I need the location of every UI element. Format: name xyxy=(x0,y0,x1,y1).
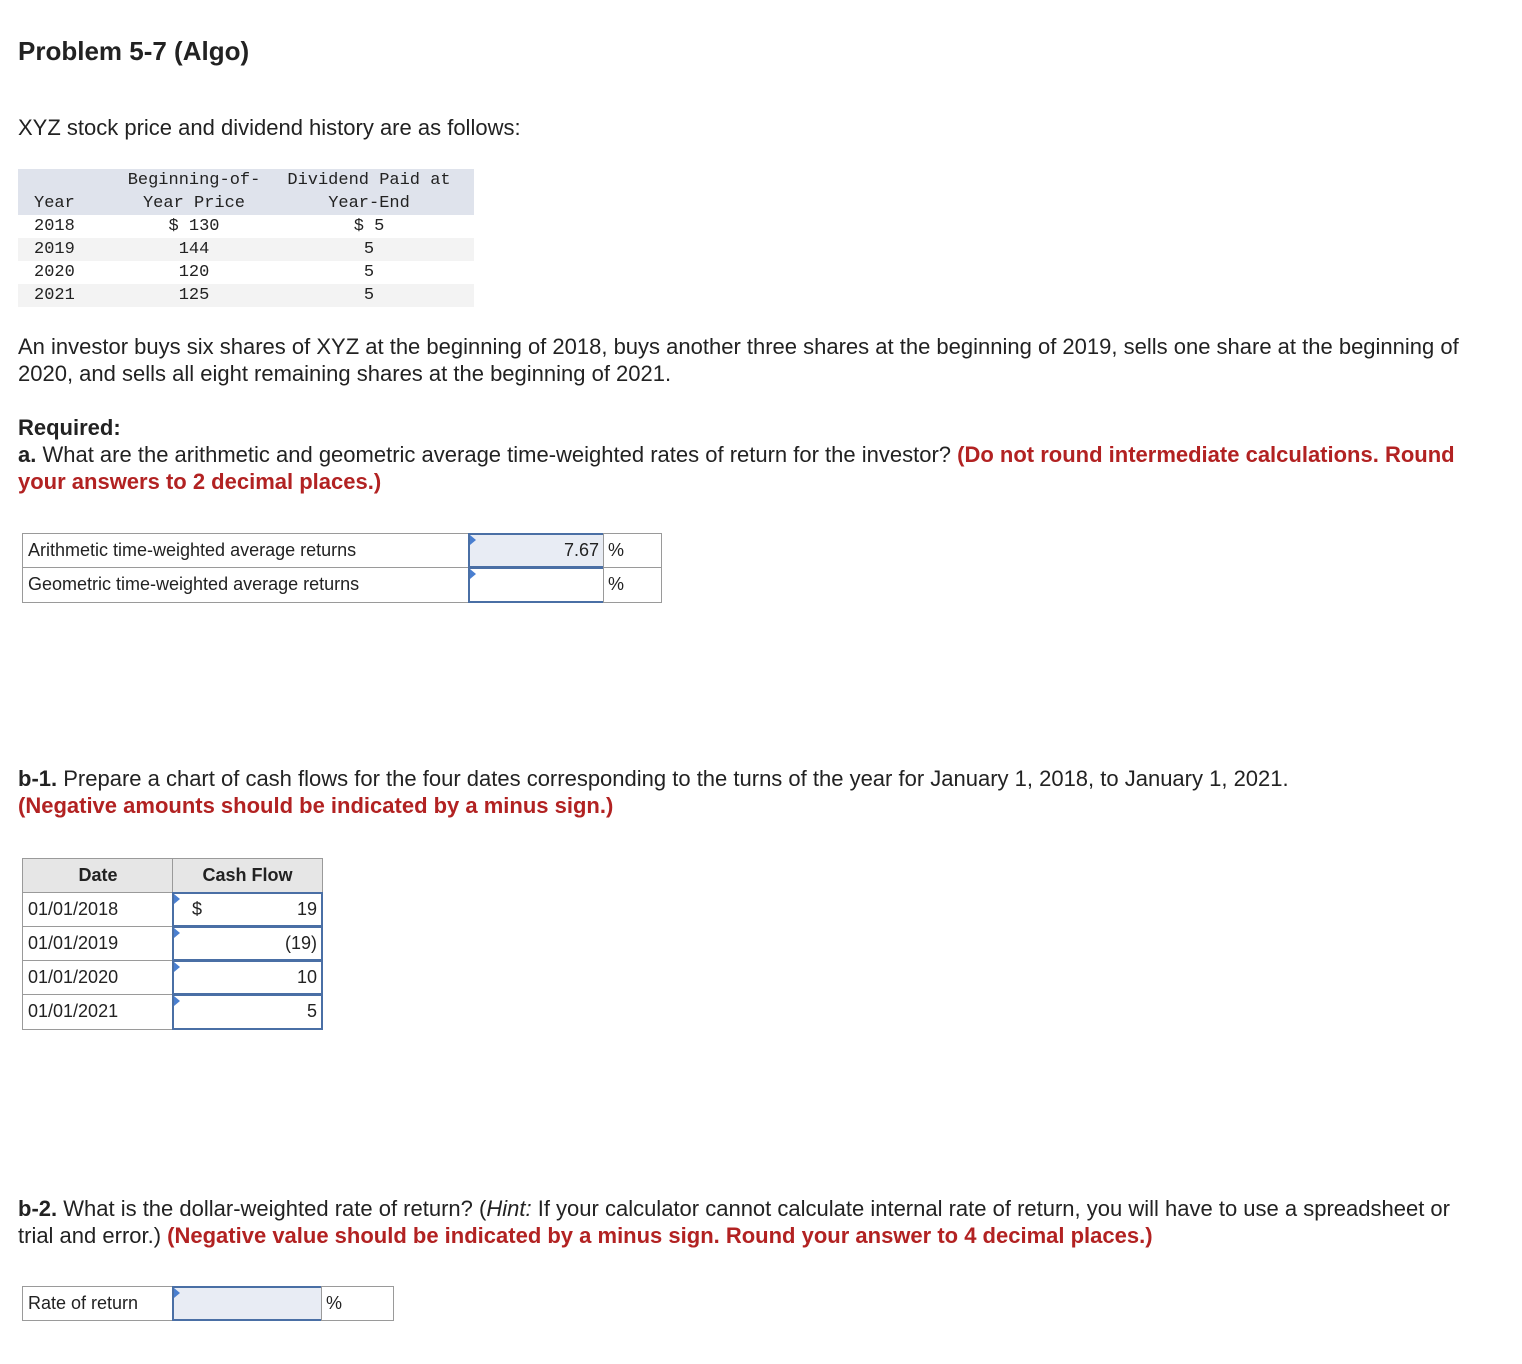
dividend-cell: 5 xyxy=(264,284,474,307)
price-dividend-table xyxy=(18,169,474,307)
header-price-line1: Beginning-of- xyxy=(127,171,261,190)
year-cell: 2019 xyxy=(18,238,124,261)
header-year: Year xyxy=(18,169,124,215)
part-a-prefix: a. xyxy=(18,442,37,467)
price-cell: 144 xyxy=(124,238,264,261)
hint-word: Hint: xyxy=(486,1196,532,1221)
cash-flow-value: (19) xyxy=(284,933,317,953)
year-cell: 2020 xyxy=(34,263,75,282)
part-b1-instruction: (Negative amounts should be indicated by a minus sign.) xyxy=(18,793,614,818)
cash-flow-input[interactable] xyxy=(172,994,323,1030)
header-price xyxy=(124,169,264,215)
part-a-instruction: (Do not round intermediate calculations. Round your answers to 2 decimal places.) xyxy=(18,442,1455,494)
part-b2-question xyxy=(18,1195,1458,1249)
rate-of-return-unit: % xyxy=(321,1286,394,1321)
part-a-question-text: What are the arithmetic and geometric average time-weighted rates of return for the investor? xyxy=(36,442,958,467)
price-cell: 120 xyxy=(178,263,210,282)
scenario-text: An investor buys six shares of XYZ at the beginning of 2018, buys another three shares at the beginning of 2019, sells one share at the beginning of 2020, and sells all eight remaining shares at the beginning of 2021. xyxy=(18,334,1459,386)
cash-flow-value: 19 xyxy=(296,899,317,919)
part-b1-prefix: b-1. xyxy=(18,766,58,791)
price-cell: 125 xyxy=(124,284,264,307)
input-marker-icon xyxy=(174,996,180,1006)
dividend-cell: 5 xyxy=(363,263,375,282)
date-cell: 01/01/2020 xyxy=(22,960,174,995)
intro-text: XYZ stock price and dividend history are as follows: xyxy=(18,115,521,140)
part-a-question xyxy=(18,441,1458,495)
header-price-line2: Year Price xyxy=(142,194,246,213)
table-row xyxy=(18,284,474,307)
price-cell: $ 130 xyxy=(168,217,220,236)
table-row xyxy=(18,238,474,261)
input-marker-icon xyxy=(470,569,476,579)
input-marker-icon xyxy=(174,928,180,938)
geometric-unit: % xyxy=(603,567,662,603)
arithmetic-unit: % xyxy=(603,533,662,568)
input-marker-icon xyxy=(174,962,180,972)
part-b2-question-text-2: If your calculator cannot calculate internal rate of return, you will have to use a spreadsheet or trial and error.) xyxy=(18,1196,1450,1248)
header-dividend xyxy=(264,169,474,215)
table-row xyxy=(18,215,474,238)
rate-of-return-label: Rate of return xyxy=(22,1286,174,1321)
date-cell: 01/01/2018 xyxy=(22,892,174,927)
year-cell: 2018 xyxy=(34,217,75,236)
geometric-input[interactable] xyxy=(468,567,605,603)
input-marker-icon xyxy=(174,894,180,904)
cash-flow-input[interactable] xyxy=(172,926,323,961)
arithmetic-label: Arithmetic time-weighted average returns xyxy=(22,533,470,568)
input-marker-icon xyxy=(470,535,476,545)
geometric-label: Geometric time-weighted average returns xyxy=(22,567,470,603)
dividend-cell: $ 5 xyxy=(353,217,385,236)
date-column-header: Date xyxy=(22,858,174,893)
part-b1-question xyxy=(18,765,1458,819)
part-b2-question-text-1: What is the dollar-weighted rate of return? ( xyxy=(57,1196,487,1221)
page-title: Problem 5-7 (Algo) xyxy=(18,36,250,66)
part-b1-question-text: Prepare a chart of cash flows for the four dates corresponding to the turns of the year for January 1, 2018, to January 1, 2021. xyxy=(57,766,1289,791)
date-cell: 01/01/2019 xyxy=(22,926,174,961)
currency-symbol: $ xyxy=(192,899,203,919)
cash-flow-value: 10 xyxy=(296,967,317,987)
cash-flow-input[interactable] xyxy=(172,960,323,995)
input-marker-icon xyxy=(174,1288,180,1298)
part-b2-prefix: b-2. xyxy=(18,1196,58,1221)
required-label: Required: xyxy=(18,415,121,440)
year-cell: 2021 xyxy=(18,284,124,307)
rate-of-return-input[interactable] xyxy=(172,1286,323,1321)
cash-flow-value: 5 xyxy=(306,1001,317,1021)
cash-flow-input[interactable] xyxy=(172,892,323,927)
required-heading xyxy=(18,414,121,441)
arithmetic-value: 7.67 xyxy=(563,540,599,560)
date-cell: 01/01/2021 xyxy=(22,994,174,1030)
table-row xyxy=(18,261,474,284)
header-dividend-line2: Year-End xyxy=(328,194,410,213)
header-dividend-line1: Dividend Paid at xyxy=(287,171,451,190)
arithmetic-input[interactable] xyxy=(468,533,605,568)
dividend-cell: 5 xyxy=(264,238,474,261)
part-b2-instruction: (Negative value should be indicated by a minus sign. Round your answer to 4 decimal places.) xyxy=(167,1223,1153,1248)
cash-flow-column-header: Cash Flow xyxy=(172,858,323,893)
